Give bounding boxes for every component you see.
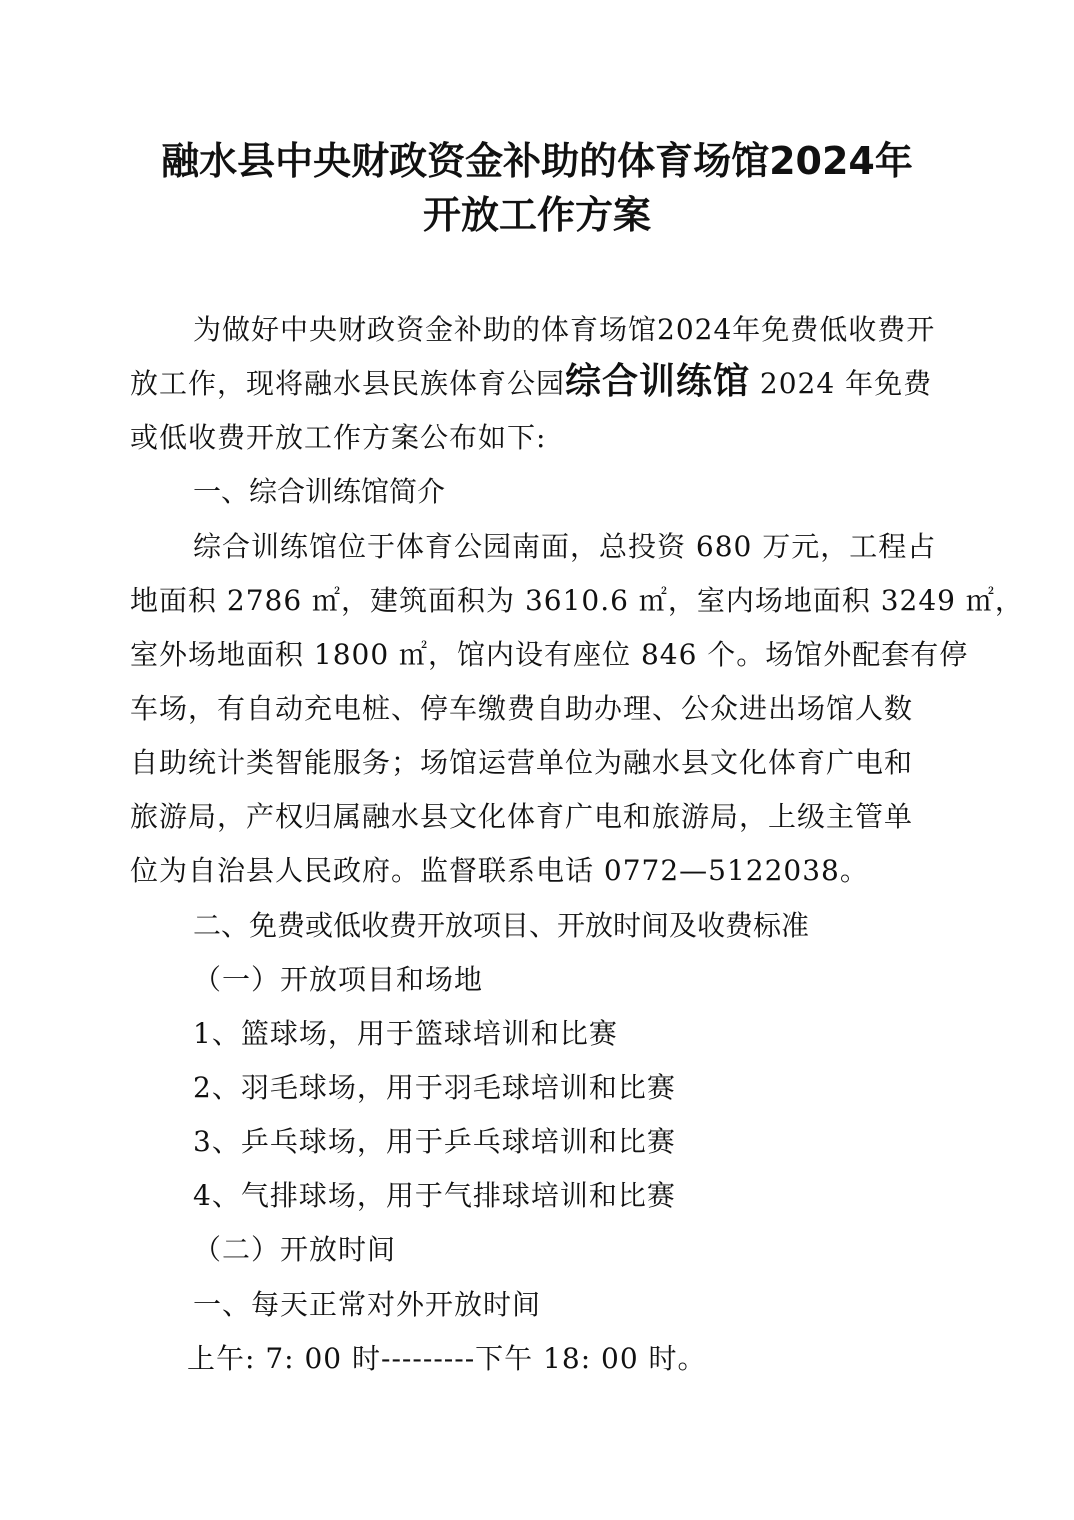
intro-line-1: 为做好中央财政资金补助的体育场馆2024年免费低收费开 xyxy=(193,313,936,346)
intro-emphasis-venue: 综合训练馆 xyxy=(565,361,751,402)
section-1-line-7: 位为自治县人民政府。监督联系电话 0772—5122038。 xyxy=(130,854,869,887)
intro-line-2-text: 放工作，现将融水县民族体育公园 xyxy=(130,367,566,400)
open-item-4: 4、气排球场，用于气排球培训和比赛 xyxy=(193,1179,676,1212)
open-hours-text: 上午: 7: 00 时---------下午 18: 00 时。 xyxy=(187,1342,707,1375)
document-title-line-1: 融水县中央财政资金补助的体育场馆2024年 xyxy=(161,139,913,183)
intro-line-3: 或低收费开放工作方案公布如下: xyxy=(130,421,547,454)
subsection-open-hours: （二）开放时间 xyxy=(193,1233,397,1266)
document-title-line-2: 开放工作方案 xyxy=(422,193,651,237)
section-2-heading: 二、免费或低收费开放项目、开放时间及收费标准 xyxy=(193,909,810,942)
intro-line-2-tail: 2024 年免费 xyxy=(750,367,933,400)
section-1-line-1: 综合训练馆位于体育公园南面，总投资 680 万元，工程占 xyxy=(193,530,937,563)
section-1-line-2: 地面积 2786 ㎡，建筑面积为 3610.6 ㎡，室内场地面积 3249 ㎡， xyxy=(130,584,1024,617)
open-item-1: 1、篮球场，用于篮球培训和比赛 xyxy=(193,1017,618,1050)
section-1-line-3: 室外场地面积 1800 ㎡，馆内设有座位 846 个。场馆外配套有停 xyxy=(130,638,969,671)
section-1-heading: 一、综合训练馆简介 xyxy=(193,475,446,508)
subsection-open-items: （一）开放项目和场地 xyxy=(193,963,484,996)
open-item-2: 2、羽毛球场，用于羽毛球培训和比赛 xyxy=(193,1071,676,1104)
open-item-3: 3、乒乓球场，用于乒乓球培训和比赛 xyxy=(193,1125,676,1158)
section-1-line-6: 旅游局，产权归属融水县文化体育广电和旅游局，上级主管单 xyxy=(130,800,914,833)
section-1-line-5: 自助统计类智能服务；场馆运营单位为融水县文化体育广电和 xyxy=(130,746,914,779)
intro-line-2 xyxy=(130,362,932,404)
open-hours-heading: 一、每天正常对外开放时间 xyxy=(193,1288,542,1321)
section-1-line-4: 车场，有自动充电桩、停车缴费自助办理、公众进出场馆人数 xyxy=(130,692,914,725)
